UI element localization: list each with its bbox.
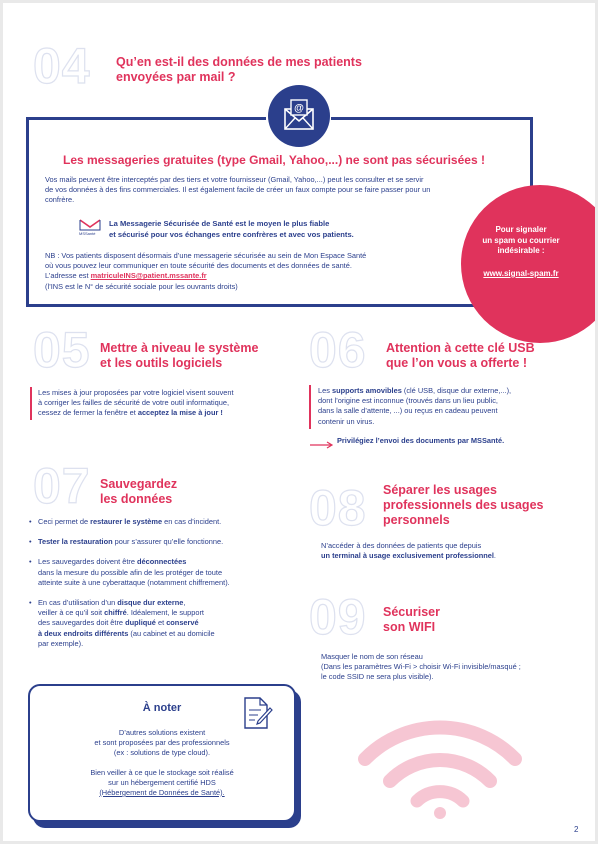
spam-line2: un spam ou courrier (482, 235, 560, 245)
section-04-title-line2: envoyées par mail ? (116, 70, 236, 84)
section-04-paragraph: Vos mails peuvent être interceptés par des tiers et votre fournisseur (Gmail, Yahoo,...) peut les consulter et se servir de vos données à des fins commerciales. Il est également facile de créer un faux compte pour se faire passer pour un confrère. (45, 175, 431, 204)
section-number-09: 09 (309, 589, 367, 645)
section-06-bar (309, 385, 311, 429)
section-05-title-line2: et les outils logiciels (100, 356, 223, 370)
section-06-title-line2: que l’on vous a offerte ! (386, 356, 527, 370)
page-number: 2 (574, 825, 579, 834)
b1-post: en cas d’incident. (162, 517, 222, 526)
section-05-bar (30, 387, 32, 420)
spam-text (461, 225, 581, 279)
section-04-box-top-left (26, 117, 266, 120)
b4-line4 (38, 629, 299, 639)
nb-line1: NB : Vos patients disposent désormais d’une messagerie sécurisée au sein de Mon Espace Santé (45, 251, 367, 260)
b4-l4-post: (au cabinet et au domicile (128, 628, 215, 638)
section-09-title (383, 605, 440, 635)
b4-post: , (183, 598, 186, 608)
b3-line2: dans la mesure du possible afin de les protéger de toute (38, 567, 223, 577)
section-07-title-line1: Sauvegardez (100, 477, 178, 491)
note-line4: Bien veiller à ce que le stockage soit réalisé (90, 767, 234, 777)
note-line2: et sont proposées par des professionnels (94, 738, 230, 748)
section-04-title (116, 55, 362, 85)
section-06-line2: dont l’origine est inconnue (trouvés dans un lieu public, (318, 396, 498, 406)
b4-l2-pre: veiller à ce qu’il soit (38, 608, 105, 618)
list-item (29, 517, 299, 527)
note-line1: D’autres solutions existent (118, 728, 206, 737)
section-05-line3-bold: acceptez la mise à jour ! (137, 408, 223, 418)
b4-pre: En cas d’utilisation d’un (38, 598, 118, 608)
svg-text:@: @ (294, 103, 304, 114)
signal-spam-link[interactable]: www.signal-spam.fr (483, 268, 559, 278)
section-05-title-line1: Mettre à niveau le système (100, 341, 259, 355)
section-number-08: 08 (309, 480, 367, 536)
section-07-title-line2: les données (100, 492, 173, 506)
b1-bold: restaurer le système (90, 517, 163, 526)
b1-pre: Ceci permet de (38, 517, 91, 526)
nb-line3 (45, 271, 465, 281)
list-item (29, 598, 299, 649)
b4-line2 (38, 608, 299, 618)
nb-line4: (l’INS est le N° de sécurité sociale pour les ouvrants droits) (45, 281, 238, 291)
b3-line1 (38, 557, 299, 567)
section-06-title (386, 341, 535, 371)
mssante-logo (79, 217, 101, 237)
section-07-list (29, 517, 299, 655)
section-09-line1: Masquer le nom de son réseau (321, 652, 423, 661)
b4-l3-bold2: conservé (166, 618, 199, 628)
section-09-line3: le code SSID ne sera plus visible). (321, 672, 434, 682)
spam-line1: Pour signaler (495, 225, 547, 234)
b3-line3: atteinte suite à une cyberattaque (notamment chiffrement). (38, 577, 230, 587)
nb-line2: où vous pouvez leur communiquer en toute sécurité des documents et des données de santé. (45, 261, 352, 271)
section-08-title-line3: personnels (383, 513, 450, 527)
section-09-title-line1: Sécuriser (383, 605, 440, 619)
b4-line5: par exemple). (38, 638, 84, 648)
section-05-line3-pre: cessez de fermer la fenêtre et (38, 408, 138, 418)
patient-email-link[interactable]: matriculeINS@patient.mssante.fr (90, 271, 207, 281)
section-04-nb (45, 251, 465, 292)
section-number-07: 07 (33, 458, 91, 514)
section-04-heading: Les messageries gratuites (type Gmail, Yahoo,...) ne sont pas sécurisées ! (63, 153, 485, 167)
section-08-text (321, 541, 496, 561)
section-08-line1: N’accéder à des données de patients que depuis (321, 541, 482, 550)
section-06-text (318, 386, 511, 427)
section-09-title-line2: son WIFI (383, 620, 436, 634)
section-09-text (321, 652, 521, 683)
b4-l4-bold: à deux endroits différents (38, 628, 129, 638)
b4-l3-bold: dupliqué (125, 618, 156, 628)
section-05-title (100, 341, 258, 371)
section-05-text (38, 388, 234, 419)
page (3, 3, 595, 841)
section-06-line3: dans la salle d’attente, ...) ou reçus en cadeau peuvent (318, 406, 498, 416)
section-05-line2: à corriger les failles de sécurité de votre outil informatique, (38, 398, 230, 408)
section-07-title (100, 477, 177, 507)
note-line5: sur un hébergement certifié HDS (108, 777, 216, 787)
section-06-line1-pre: Les (318, 386, 332, 395)
b4-l3-mid: et (155, 618, 167, 628)
note-line3: (ex : solutions de type cloud). (113, 748, 211, 758)
b3-bold: déconnectées (137, 557, 187, 567)
section-number-04: 04 (33, 38, 91, 94)
b2-bold: Tester la restauration (38, 537, 113, 547)
mssante-logo-text: MSSanté (79, 231, 96, 236)
b4-l2-bold: chiffré (104, 608, 127, 618)
section-06-line1-bold: supports amovibles (331, 386, 402, 395)
note-title: À noter (142, 702, 182, 714)
spam-line3: indésirable : (497, 246, 545, 255)
section-08-title-line2: professionnels des usages (383, 498, 544, 512)
b4-l2-post: . Idéalement, le support (126, 608, 204, 618)
mssante-statement (109, 219, 354, 240)
arrow-right-icon (310, 436, 334, 444)
envelope-at-icon (268, 85, 330, 147)
b4-line3 (38, 618, 299, 628)
section-08-line2-bold: un terminal à usage exclusivement professionnel (321, 551, 494, 561)
b4-l3-pre: des sauvegardes doit être (38, 618, 126, 628)
section-04-box-top-right (331, 117, 533, 120)
list-item (29, 537, 299, 547)
note-line6: (Hébergement de Données de Santé). (99, 788, 225, 798)
mssante-line2: et sécurisé pour vos échanges entre confrères et avec vos patients. (109, 229, 354, 239)
b4-line1 (38, 598, 299, 608)
section-08-line2 (321, 551, 496, 561)
b2-post: pour s’assurer qu’elle fonctionne. (112, 537, 224, 547)
section-08-title-line1: Séparer les usages (383, 483, 497, 497)
section-number-06: 06 (309, 322, 367, 378)
section-04-title-line1: Qu’en est-il des données de mes patients (116, 55, 362, 69)
b4-bold: disque dur externe (117, 598, 184, 608)
section-06-line1 (318, 386, 511, 396)
section-05-line1: Les mises à jour proposées par votre logiciel visent souvent (38, 388, 234, 397)
note-content (30, 702, 294, 798)
section-08-line2-post: . (493, 551, 496, 561)
nb-address-label: L’adresse est (45, 271, 91, 281)
list-item (29, 557, 299, 588)
section-06-line4: contenir un virus. (318, 416, 375, 426)
note-text (30, 728, 294, 798)
section-05-line3 (38, 408, 234, 418)
section-08-title (383, 483, 543, 528)
section-06-line1-post: (clé USB, disque dur externe,...), (401, 386, 512, 395)
section-number-05: 05 (33, 322, 91, 378)
b3-pre: Les sauvegardes doivent être (38, 557, 138, 567)
section-06-recommendation: Privilégiez l’envoi des documents par MSSanté. (337, 436, 505, 445)
mssante-line1: La Messagerie Sécurisée de Santé est le moyen le plus fiable (109, 219, 330, 228)
section-06-title-line1: Attention à cette clé USB (386, 341, 535, 355)
section-09-line2: (Dans les paramètres Wi-Fi > choisir Wi-Fi invisible/masqué ; (321, 662, 521, 672)
wifi-icon (355, 709, 525, 819)
